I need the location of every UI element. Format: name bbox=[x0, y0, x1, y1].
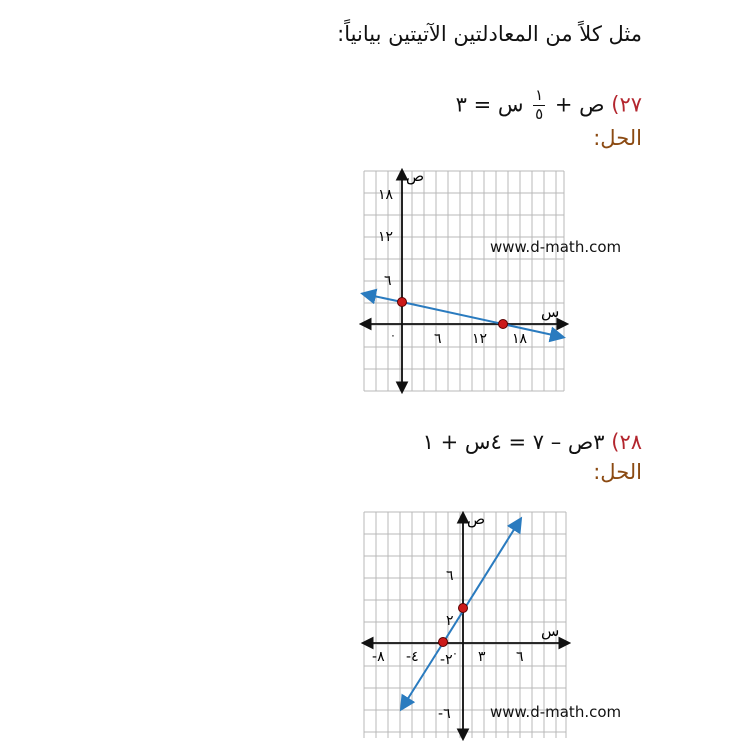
graph-problem-27 bbox=[356, 163, 570, 395]
y-tick-label: ٢ bbox=[446, 613, 454, 629]
problem-27-equation bbox=[456, 88, 642, 123]
solution-label: الحل: bbox=[593, 126, 642, 150]
point-y-intercept bbox=[459, 604, 468, 613]
y-tick-label: ٦ bbox=[446, 568, 454, 584]
point-x-intercept bbox=[439, 638, 448, 647]
point-y-intercept bbox=[398, 298, 407, 307]
fraction-denominator: ٥ bbox=[535, 104, 544, 123]
y-axis-label: ص bbox=[406, 167, 425, 185]
x-tick-label: ١٢ bbox=[472, 331, 488, 347]
y-tick-label: ١٨ bbox=[378, 187, 394, 203]
x-axis-label: س bbox=[541, 303, 560, 321]
grid bbox=[364, 171, 564, 391]
y-tick-label: ١٢ bbox=[378, 229, 394, 245]
equation-part: س = ٣ bbox=[455, 92, 524, 117]
x-tick-label: -٢ bbox=[440, 652, 453, 668]
problem-28-equation bbox=[423, 430, 642, 454]
y-axis-label: ص bbox=[467, 510, 486, 528]
point-x-intercept bbox=[499, 320, 508, 329]
x-tick-label: ٦ bbox=[434, 331, 442, 347]
watermark: www.d-math.com bbox=[490, 703, 622, 721]
equation: ٣ص – ٧ = ٤س + ١ bbox=[422, 430, 605, 454]
x-tick-label: ٦ bbox=[516, 649, 524, 665]
x-tick-label: -٨ bbox=[372, 649, 385, 665]
x-tick-label: ١٨ bbox=[512, 331, 528, 347]
x-tick-label: -٤ bbox=[406, 649, 419, 665]
fraction-numerator: ١ bbox=[535, 86, 544, 104]
x-tick-label: ٣ bbox=[478, 649, 486, 665]
origin-label: ٠ bbox=[390, 329, 396, 342]
solution-label: الحل: bbox=[593, 460, 642, 484]
problem-number: ٢٨) bbox=[611, 430, 642, 454]
graph-line-ext bbox=[364, 294, 402, 302]
problem-number: ٢٧) bbox=[611, 92, 642, 117]
instructions-title: مثل كلاً من المعادلتين الآتيتين بيانياً: bbox=[337, 22, 642, 46]
y-tick-label: ٦ bbox=[384, 273, 392, 289]
y-tick-label: -٦ bbox=[438, 706, 451, 722]
origin-label: ٠ bbox=[452, 647, 458, 660]
x-axis-label: س bbox=[541, 622, 560, 640]
watermark: www.d-math.com bbox=[490, 238, 622, 256]
fraction-one-fifth bbox=[533, 88, 545, 123]
equation-part: ص + bbox=[554, 92, 605, 117]
